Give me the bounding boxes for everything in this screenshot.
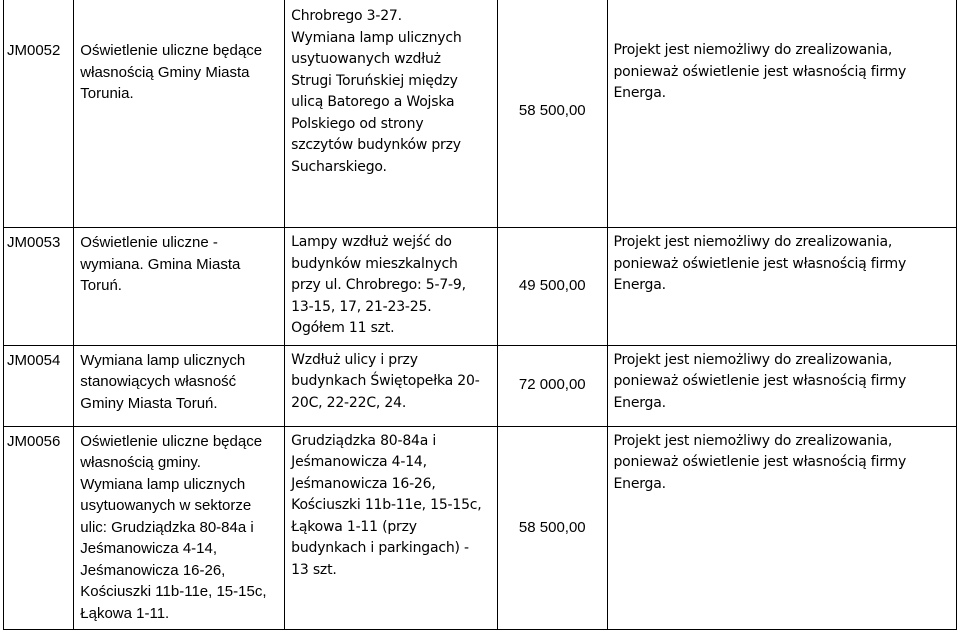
project-description: Oświetlenie uliczne będące własnością Gminy Miasta Torunia. <box>74 0 285 228</box>
project-code: JM0053 <box>4 228 74 346</box>
project-cost: 49 500,00 <box>498 228 607 346</box>
project-assessment: Projekt jest niemożliwy do zrealizowania, ponieważ oświetlenie jest własnością firmy Energa. <box>607 0 957 228</box>
project-cost: 72 000,00 <box>498 345 607 426</box>
project-code: JM0056 <box>4 426 74 630</box>
project-description: Oświetlenie uliczne - wymiana. Gmina Miasta Toruń. <box>74 228 285 346</box>
project-location: Grudziądzka 80-84a i Jeśmanowicza 4-14, Jeśmanowicza 16-26, Kościuszki 11b-11e, 15-15c, Łąkowa 1-11 (przy budynkach i parkingach) - 13 szt. <box>285 426 498 630</box>
project-description: Oświetlenie uliczne będące własnością gminy. Wymiana lamp ulicznych usytuowanych w sektorze ulic: Grudziądzka 80-84a i Jeśmanowicza 4-14, Jeśmanowicza 16-26, Kościuszki 11b-11e, 15-15c, Łąkowa 1-11. <box>74 426 285 630</box>
project-assessment: Projekt jest niemożliwy do zrealizowania, ponieważ oświetlenie jest własnością firmy Energa. <box>607 426 957 630</box>
project-assessment: Projekt jest niemożliwy do zrealizowania, ponieważ oświetlenie jest własnością firmy Energa. <box>607 345 957 426</box>
project-location: Lampy wzdłuż wejść do budynków mieszkalnych przy ul. Chrobrego: 5-7-9, 13-15, 17, 21-23-25. Ogółem 11 szt. <box>285 228 498 346</box>
project-description: Wymiana lamp ulicznych stanowiących własność Gminy Miasta Toruń. <box>74 345 285 426</box>
table-row <box>4 0 957 228</box>
project-assessment: Projekt jest niemożliwy do zrealizowania, ponieważ oświetlenie jest własnością firmy Energa. <box>607 228 957 346</box>
table-row <box>4 345 957 426</box>
project-code: JM0054 <box>4 345 74 426</box>
project-cost: 58 500,00 <box>498 0 607 228</box>
table-row <box>4 228 957 346</box>
project-location: Chrobrego 3-27. Wymiana lamp ulicznych usytuowanych wzdłuż Strugi Toruńskiej między ulicą Batorego a Wojska Polskiego od strony szczytów budynków przy Sucharskiego. <box>285 0 498 228</box>
project-cost: 58 500,00 <box>498 426 607 630</box>
project-location: Wzdłuż ulicy i przy budynkach Świętopełka 20- 20C, 22-22C, 24. <box>285 345 498 426</box>
projects-table <box>3 0 957 630</box>
project-code: JM0052 <box>4 0 74 228</box>
table-row <box>4 426 957 630</box>
